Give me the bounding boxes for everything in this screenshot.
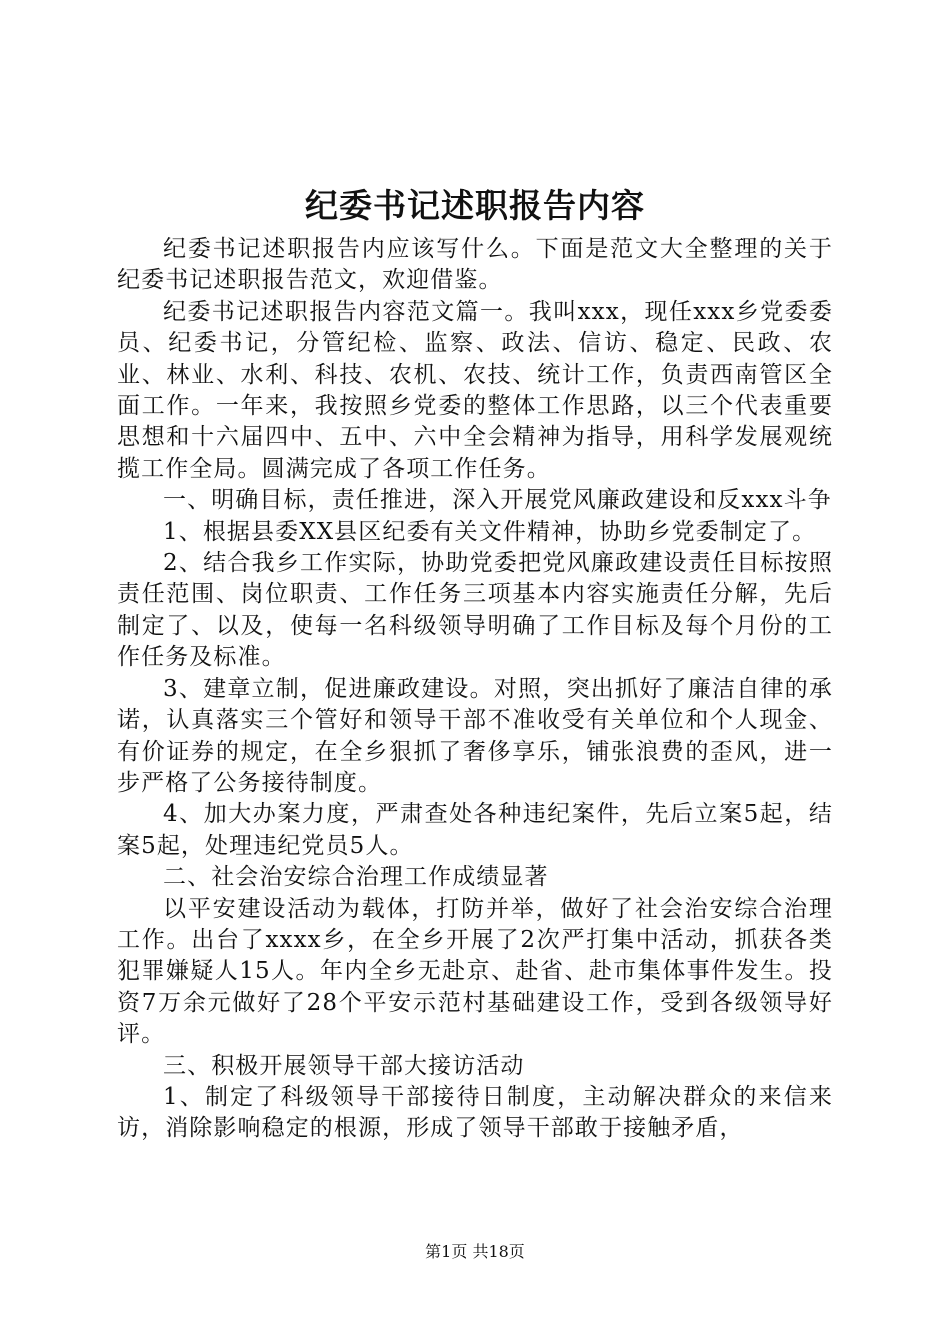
paragraph-intro: 纪委书记述职报告内应该写什么。下面是范文大全整理的关于纪委书记述职报告范文，欢迎借鉴。 [117,236,833,294]
list-item-1-2: 2、结合我乡工作实际，协助党委把党风廉政建设责任目标按照责任范围、岗位职责、工作任务三项基本内容实施责任分解，先后制定了、以及，使每一名科级领导明确了工作目标及每个月份的工作任务及标准。 [117,550,833,671]
document-title: 纪委书记述职报告内容 [305,186,645,225]
list-item-1-3: 3、建章立制，促进廉政建设。对照，突出抓好了廉洁自律的承诺，认真落实三个管好和领导干部不准收受有关单位和个人现金、有价证券的规定，在全乡狠抓了奢侈享乐，铺张浪费的歪风，进一步严格了公务接待制度。 [117,675,833,796]
paragraph-public-security: 以平安建设活动为载体，打防并举，做好了社会治安综合治理工作。出台了xxxx乡，在全乡开展了2次严打集中活动，抓获各类犯罪嫌疑人15人。年内全乡无赴京、赴省、赴市集体事件发生。投资7万余元做好了28个平安示范村基础建设工作，受到各级领导好评。 [117,895,833,1048]
paragraph-self-introduction: 纪委书记述职报告内容范文篇一。我叫xxx，现任xxx乡党委委员、纪委书记，分管纪检、监察、政法、信访、稳定、民政、农业、林业、水利、科技、农机、农技、统计工作，负责西南管区全面工作。一年来，我按照乡党委的整体工作思路，以三个代表重要思想和十六届四中、五中、六中全会精神为指导，用科学发展观统揽工作全局。圆满完成了各项工作任务。 [117,298,833,482]
section-heading-1: 一、明确目标，责任推进，深入开展党风廉政建设和反xxx斗争 [163,487,832,514]
list-item-1-1: 1、根据县委XX县区纪委有关文件精神，协助乡党委制定了。 [163,518,817,545]
section-heading-3: 三、积极开展领导干部大接访活动 [163,1052,525,1079]
page-footer: 第1页 共18页 [425,1242,525,1261]
list-item-3-1: 1、制定了科级领导干部接待日制度，主动解决群众的来信来访，消除影响稳定的根源，形成了领导干部敢于接触矛盾， [117,1083,833,1142]
list-item-1-4: 4、加大办案力度，严肃查处各种违纪案件，先后立案5起，结案5起，处理违纪党员5人。 [117,801,833,859]
document-body [117,234,833,1145]
section-heading-2: 二、社会治安综合治理工作成绩显著 [163,864,549,891]
